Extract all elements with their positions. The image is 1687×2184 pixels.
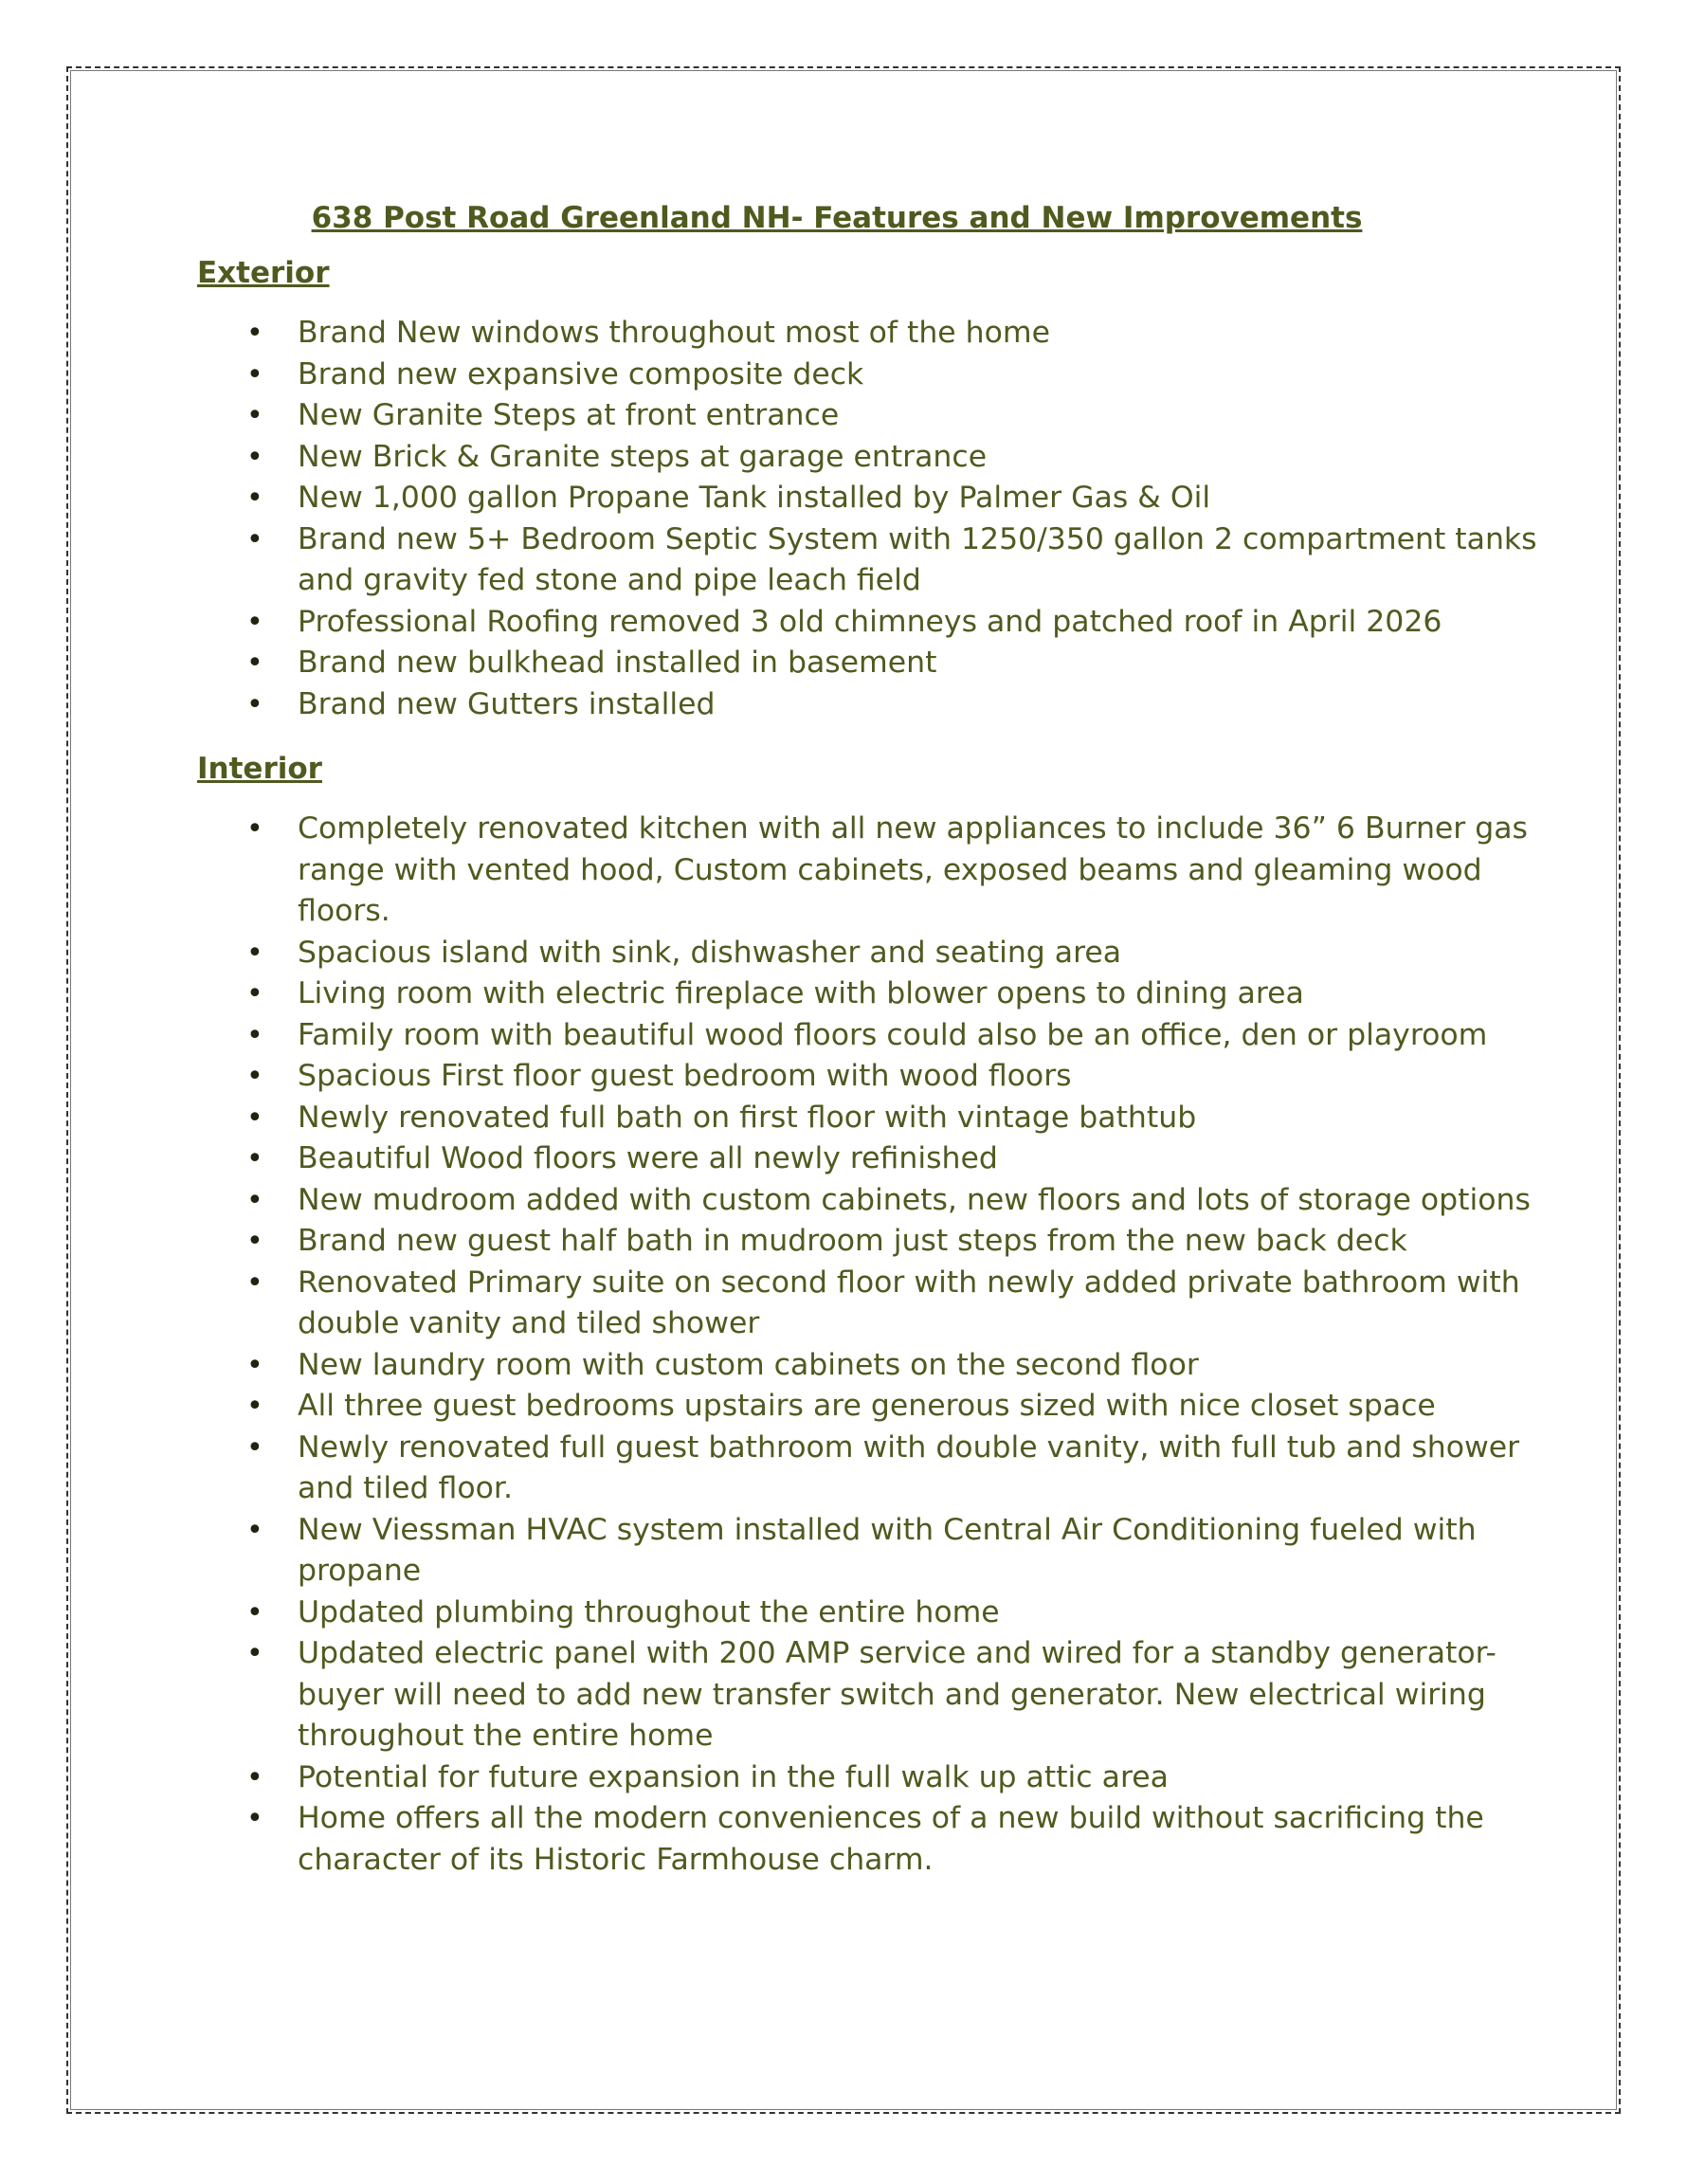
list-item: [197, 355, 1552, 396]
list-item: [197, 478, 1552, 519]
list-item: [197, 395, 1552, 437]
list-item: [197, 1263, 1552, 1345]
list-item: [197, 809, 1552, 933]
list-item-text: Spacious island with sink, dishwasher and seating area: [298, 935, 1122, 970]
list-item: [197, 1056, 1552, 1098]
interior-list: [197, 809, 1531, 1881]
bullet-icon: •: [246, 605, 263, 639]
list-item-text: All three guest bedrooms upstairs are generous sized with nice closet space: [298, 1389, 1436, 1423]
list-item-text: Living room with electric fireplace with blower opens to dining area: [298, 976, 1304, 1010]
list-item: [197, 1510, 1552, 1592]
bullet-icon: •: [246, 1760, 263, 1794]
bullet-icon: •: [246, 357, 263, 391]
list-item-text: Brand new Gutters installed: [298, 686, 716, 721]
bullet-icon: •: [246, 1018, 263, 1052]
bullet-icon: •: [246, 1142, 263, 1175]
list-item-text: New 1,000 gallon Propane Tank installed by Palmer Gas & Oil: [298, 481, 1211, 515]
list-item: [197, 1345, 1552, 1387]
list-item: [197, 933, 1552, 974]
list-item-text: New Viessman HVAC system installed with Central Air Conditioning fueled with propane: [298, 1512, 1477, 1588]
list-item-text: Updated electric panel with 200 AMP service and wired for a standby generator- buyer will need to add new transfer switch and generator. New electrical wiring throughout the entire home: [298, 1636, 1497, 1753]
list-item: [197, 1757, 1552, 1799]
document-content: [197, 190, 1537, 1907]
list-item-text: Family room with beautiful wood floors could also be an office, den or playroom: [298, 1017, 1488, 1052]
list-item: [197, 1592, 1552, 1634]
list-item-text: Beautiful Wood floors were all newly refinished: [298, 1141, 998, 1175]
bullet-icon: •: [246, 1348, 263, 1382]
list-item-text: Home offers all the modern conveniences of a new build without sacrificing the character of its Historic Farmhouse charm.: [298, 1801, 1484, 1877]
list-item: [197, 437, 1552, 479]
list-item-text: New mudroom added with custom cabinets, new floors and lots of storage options: [298, 1182, 1531, 1217]
bullet-icon: •: [246, 440, 263, 474]
bullet-icon: •: [246, 1183, 263, 1217]
bullet-icon: •: [246, 1802, 263, 1835]
list-item: [197, 1386, 1552, 1428]
bullet-icon: •: [246, 1060, 263, 1093]
list-item: [197, 1015, 1552, 1057]
bullet-icon: •: [246, 1637, 263, 1670]
list-item: [197, 684, 1552, 726]
list-item: [197, 602, 1552, 644]
list-item-text: Completely renovated kitchen with all new appliances to include 36” 6 Burner gas range with vented hood, Custom cabinets, exposed beams and gleaming wood floors.: [298, 811, 1528, 928]
list-item-text: Brand new bulkhead installed in basement: [298, 646, 937, 680]
list-item: [197, 1138, 1552, 1180]
list-item-text: Brand new guest half bath in mudroom just steps from the new back deck: [298, 1224, 1407, 1258]
bullet-icon: •: [246, 1265, 263, 1300]
bullet-icon: •: [246, 1595, 263, 1629]
exterior-list: [197, 313, 1537, 725]
list-item-text: New laundry room with custom cabinets on the second floor: [298, 1347, 1199, 1382]
list-item-text: Newly renovated full guest bathroom with double vanity, with full tub and shower and tiled floor.: [298, 1429, 1520, 1505]
exterior-heading: Exterior: [197, 256, 330, 290]
bullet-icon: •: [246, 687, 263, 721]
bullet-icon: •: [246, 936, 263, 970]
bullet-icon: •: [246, 1101, 263, 1135]
list-item: [197, 974, 1552, 1015]
list-item-text: Brand new 5+ Bedroom Septic System with 1250/350 gallon 2 compartment tanks and gravity fed stone and pipe leach field: [298, 521, 1537, 597]
list-item: [197, 1428, 1552, 1510]
bullet-icon: •: [246, 317, 263, 350]
list-item: [197, 1798, 1552, 1881]
list-item-text: Renovated Primary suite on second floor with newly added private bathroom with double vanity and tiled shower: [298, 1265, 1520, 1340]
list-item-text: Updated plumbing throughout the entire home: [298, 1594, 1000, 1629]
list-item: [197, 313, 1552, 355]
list-item-text: New Brick & Granite steps at garage entrance: [298, 439, 988, 474]
list-item: [197, 1098, 1552, 1139]
list-item: [197, 1180, 1552, 1222]
list-item-text: Brand New windows throughout most of the home: [298, 316, 1050, 350]
bullet-icon: •: [246, 522, 263, 556]
list-item: [197, 519, 1552, 602]
bullet-icon: •: [246, 1430, 263, 1465]
list-item-text: Potential for future expansion in the full walk up attic area: [298, 1759, 1169, 1794]
bullet-icon: •: [246, 482, 263, 515]
list-item: [197, 1221, 1552, 1263]
interior-heading: Interior: [197, 752, 322, 786]
list-item: [197, 643, 1552, 684]
document-title: 638 Post Road Greenland NH- Features and New Improvements: [311, 201, 1363, 235]
bullet-icon: •: [246, 1225, 263, 1258]
list-item-text: Professional Roofing removed 3 old chimneys and patched roof in April 2026: [298, 604, 1442, 639]
bullet-icon: •: [246, 1390, 263, 1423]
list-item-text: Spacious First floor guest bedroom with wood floors: [298, 1059, 1072, 1093]
list-item: [197, 1633, 1552, 1757]
bullet-icon: •: [246, 646, 263, 680]
bullet-icon: •: [246, 977, 263, 1010]
bullet-icon: •: [246, 399, 263, 432]
list-item-text: Newly renovated full bath on first floor with vintage bathtub: [298, 1100, 1197, 1135]
bullet-icon: •: [246, 812, 263, 846]
list-item-text: New Granite Steps at front entrance: [298, 398, 840, 432]
bullet-icon: •: [246, 1513, 263, 1547]
list-item-text: Brand new expansive composite deck: [298, 356, 864, 391]
